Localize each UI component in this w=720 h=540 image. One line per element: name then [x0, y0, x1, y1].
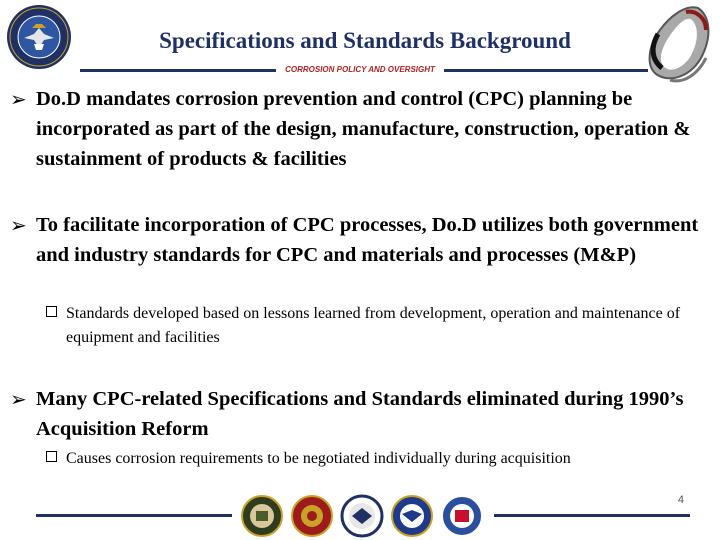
bullet-text-1: Do.D mandates corrosion prevention and control (CPC) planning be incorporated as part of the design, manufacture, construction, operation & sustainment of products & facilities: [36, 88, 691, 170]
bullet-item-3: [10, 384, 700, 444]
title-rule-left: [80, 69, 276, 72]
arrow-bullet-icon: ➢: [10, 387, 27, 411]
sub-bullet-text-2-1: Standards developed based on lessons learned from development, operation and maintenance of equipment and facilities: [66, 305, 681, 346]
marine-corps-emblem-icon: [292, 496, 332, 536]
bullet-item-1: [10, 84, 700, 174]
bullet-item-2: [10, 210, 700, 270]
military-emblems: [240, 494, 486, 538]
navy-emblem-icon: [342, 496, 382, 536]
slide-subtitle: CORROSION POLICY AND OVERSIGHT: [285, 65, 435, 74]
checkbox-bullet-icon: [46, 451, 57, 462]
footer-rule-right: [494, 514, 690, 517]
air-force-emblem-icon: [392, 496, 432, 536]
corrosion-logo-icon: [640, 2, 716, 86]
checkbox-bullet-icon: [46, 306, 57, 317]
sub-bullet-item-3-1: [46, 447, 706, 471]
sub-bullet-text-3-1: Causes corrosion requirements to be negotiated individually during acquisition: [66, 450, 571, 467]
bullet-text-2: To facilitate incorporation of CPC processes, Do.D utilizes both government and industry standards for CPC and materials and processes (M&P): [36, 214, 699, 266]
slide-title: Specifications and Standards Background: [159, 28, 571, 53]
sub-bullet-item-2-1: [46, 302, 706, 350]
army-emblem-icon: [242, 496, 282, 536]
arrow-bullet-icon: ➢: [10, 213, 27, 237]
title-rule-right: [444, 69, 648, 72]
bullet-text-3: Many CPC-related Specifications and Standards eliminated during 1990’s Acquisition Reform: [36, 388, 684, 440]
arrow-bullet-icon: ➢: [10, 87, 27, 111]
coast-guard-emblem-icon: [442, 496, 482, 536]
dod-seal-icon: [6, 4, 72, 70]
footer-rule-left: [36, 514, 232, 517]
page-number: 4: [677, 494, 684, 506]
